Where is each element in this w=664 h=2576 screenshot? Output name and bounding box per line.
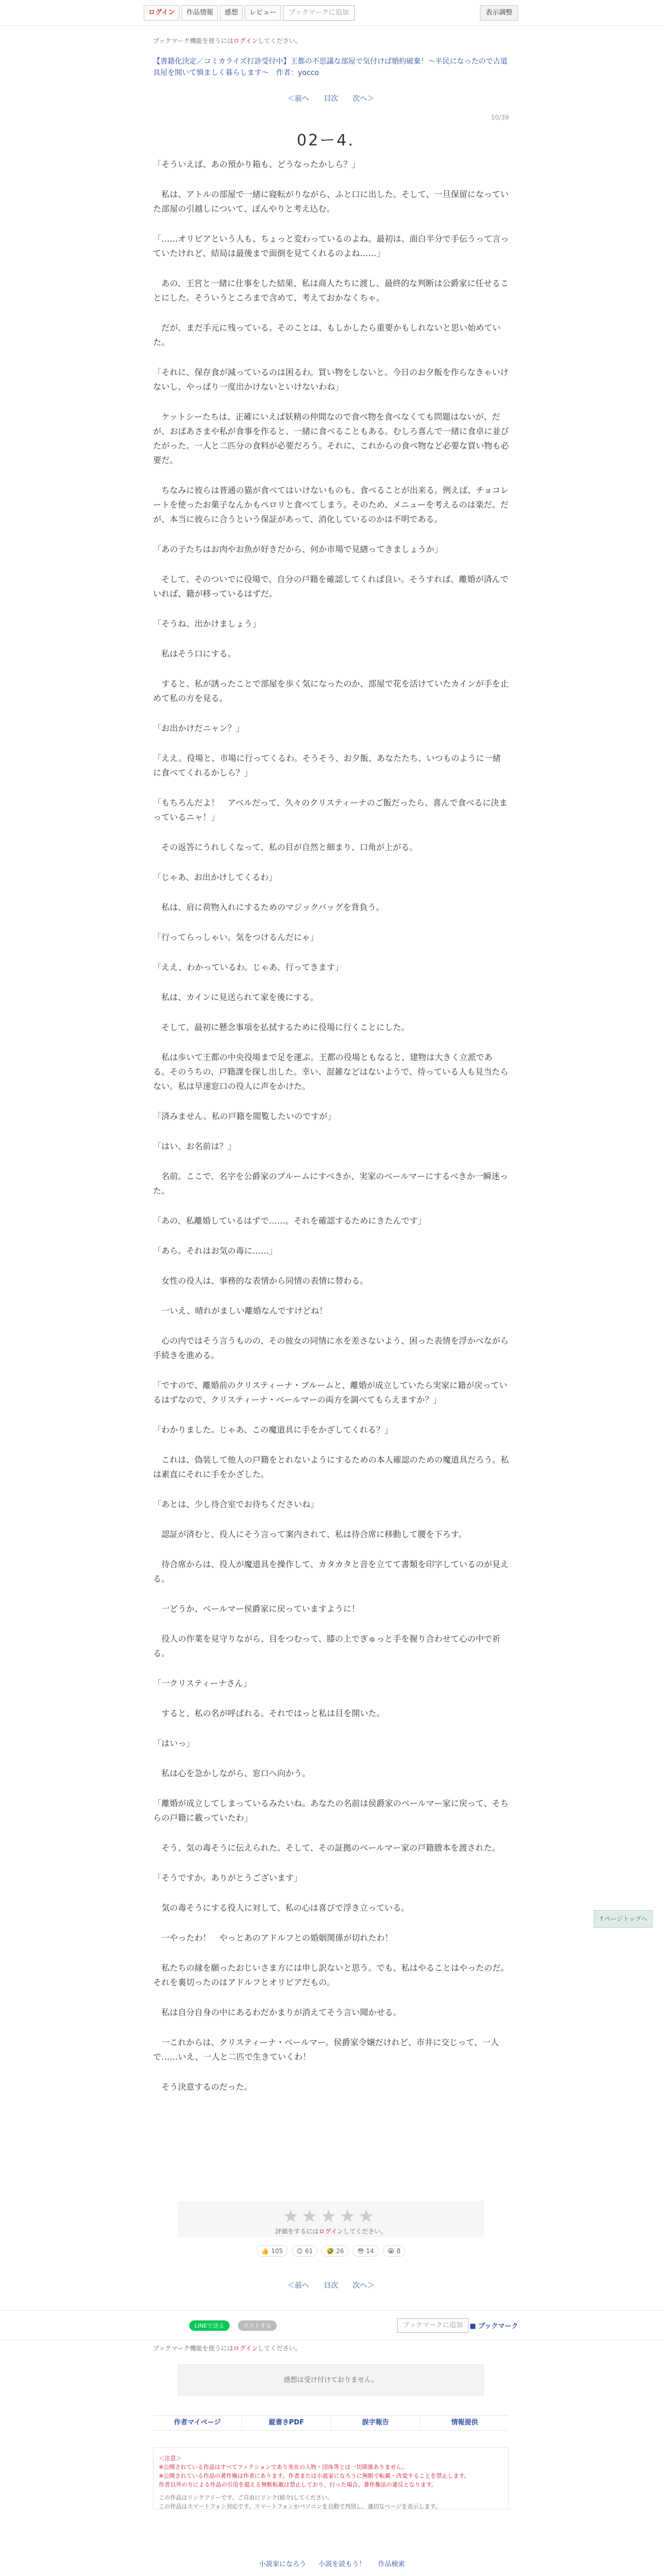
body-paragraph: そして、そのついでに役場で、自分の戸籍を確認してくれば良い。そうすれば、離婚が済んでいれば、籍が移っているはずだ。 xyxy=(153,574,509,599)
body-paragraph: 「ええ。役場と、市場に行ってくるわ。そうそう、お夕飯、あなたたち、いつものように一緒に食べてくれるかしら？」 xyxy=(153,753,501,778)
prev-link-bottom[interactable]: ＜前へ xyxy=(288,2282,309,2290)
reaction-count: 61 xyxy=(303,2247,313,2255)
notice-line: ※公開されている作品はすべてフィクションであり実在の人物・団体等とは一切関係ありません。 xyxy=(159,2464,408,2470)
reaction-icon: 😳 xyxy=(357,2247,364,2255)
body-paragraph: 「あの子たちはお肉やお魚が好きだから、何か市場で見繕ってきましょうか」 xyxy=(153,544,443,554)
body-paragraph: 私は心を急かしながら、窓口へ向かう。 xyxy=(153,1768,311,1778)
body-paragraph: 「お出かけだニャン？」 xyxy=(153,723,245,733)
display-settings-button[interactable]: 表示調整 xyxy=(480,5,518,21)
body-paragraph: その返答にうれしくなって、私の目が自然と細まり、口角が上がる。 xyxy=(153,842,418,852)
footer-nav-link[interactable]: 誤字報告 xyxy=(331,2416,420,2430)
body-paragraph: 「離婚が成立してしまっているみたいね。あなたの名前は侯爵家のベールマー家に戻って、そちらの戸籍に載っていたわ」 xyxy=(153,1798,509,1823)
works-info-tab[interactable]: 作品情報 xyxy=(182,5,218,21)
next-link[interactable]: 次へ＞ xyxy=(353,95,374,103)
body-paragraph: 私は、肩に荷物入れにするためのマジックバッグを背負う。 xyxy=(153,902,385,912)
body-paragraph: 「はい、お名前は？」 xyxy=(153,1141,236,1151)
post-share-button[interactable]: ポストする xyxy=(238,2320,277,2331)
footer-nav-link[interactable]: 情報提供 xyxy=(451,2419,478,2426)
reaction-count: 26 xyxy=(334,2247,344,2255)
footer-link-yomou[interactable]: 小説を読もう！ xyxy=(318,2560,366,2568)
footer-link-search[interactable]: 作品検索 xyxy=(378,2560,405,2568)
notice-box xyxy=(153,2447,509,2509)
reaction-count: 8 xyxy=(395,2247,401,2255)
body-paragraph: 「そうですか。ありがとうございます」 xyxy=(153,1873,303,1883)
body-paragraph: 「行ってらっしゃい。気をつけるんだにゃ」 xyxy=(153,932,319,942)
body-paragraph: 「それに、保存食が減っているのは困るわ。買い物をしないと。今日のお夕飯を作らなきゃいけないし、やっぱり一度出かけないといけないわね」 xyxy=(153,367,509,392)
body-paragraph: すると、私の名が呼ばれる。それではっと私は目を開いた。 xyxy=(153,1708,385,1718)
reaction-icon: 🤣 xyxy=(326,2247,334,2255)
body-paragraph: 私たちの縁を願ったおじいさま方には申し訳ないと思う。でも、私はやることはやったのだ。それを裏切ったのはアドルフとオリビアだもの。 xyxy=(153,1963,509,1987)
body-paragraph: 「わかりました。じゃあ、この魔道具に手をかざしてくれる？」 xyxy=(153,1425,393,1435)
notice-line: ※公開されている作品の著作権は作者にあります。作者または小説家になろうに無断で転載・改変することを禁止します。 xyxy=(159,2473,470,2479)
body-paragraph: 一どうか、ベールマー侯爵家に戻っていますように！ xyxy=(153,1604,360,1614)
reaction-icon: 😭 xyxy=(387,2247,395,2255)
body-paragraph: 私は自分自身の中にあるわだかまりが消えてそう言い聞かせる。 xyxy=(153,2007,402,2017)
body-paragraph: 私は歩いて王都の中央役場まで足を運ぶ。王都の役場ともなると、建物は大きく立派である。そのうちの、戸籍課を探し出した。幸い、混雑などはないようで、待っている人も見当たらない。私は早速窓口の役人に声をかけた。 xyxy=(153,1052,509,1091)
footer-links xyxy=(153,2415,509,2431)
body-paragraph: 女性の役人は、事務的な表情から同情の表情に替わる。 xyxy=(153,1276,369,1286)
reaction-icon: 😊 xyxy=(296,2247,303,2255)
page-number: 10/39 xyxy=(491,114,509,121)
reaction-icon: 👍 xyxy=(261,2247,269,2255)
body-paragraph: 「済みません。私の戸籍を閲覧したいのですが」 xyxy=(153,1111,336,1121)
body-paragraph: すると、私が誘ったことで部屋を歩く気になったのか、部屋で花を活けていたカインが手を止めて私の方を見る。 xyxy=(153,679,509,703)
next-link-bottom[interactable]: 次へ＞ xyxy=(353,2282,374,2290)
body-paragraph: 「はいっ」 xyxy=(153,1738,195,1748)
body-paragraph: 「ですので、離婚前のクリスティーナ・ブルームと、離婚が成立していたら実家に籍が戻っているはずなので、クリスティーナ・ベールマーの両方を調べてもらえますか？」 xyxy=(153,1380,508,1405)
body-paragraph: そう、気の毒そうに伝えられた。そして、その証拠のベールマー家の戸籍謄本を渡された。 xyxy=(153,1843,501,1853)
body-paragraph: 「そういえば、あの預かり箱も、どうなったかしら？」 xyxy=(153,159,360,169)
footer-nav-link[interactable]: 作者マイページ xyxy=(153,2416,242,2430)
body-paragraph: そして、最初に懸念事項を払拭するために役場に行くことにした。 xyxy=(153,1022,410,1032)
notice-pre: ブックマーク機能を使うには xyxy=(153,37,234,44)
rating-post: してください。 xyxy=(343,2228,387,2235)
body-paragraph: 気の毒そうにする役人に対して、私の心は喜びで浮き立っている。 xyxy=(153,1903,410,1913)
notice-post: してください。 xyxy=(258,37,301,44)
body-paragraph: 「あとは、少し待合室でお待ちくださいね」 xyxy=(153,1499,319,1509)
site-footer xyxy=(0,2558,664,2568)
login-link-2[interactable]: ログイン xyxy=(233,2345,258,2352)
body-paragraph: 「ええ、わかっているわ。じゃあ、行ってきます」 xyxy=(153,962,343,972)
notice-gray: この作品はスマートフォン対応です。スマートフォンかパソコンを自動で判別し、適切なページを表示します。 xyxy=(159,2503,441,2510)
body-paragraph: 認証が済むと、役人にそう言って案内されて、私は待合席に移動して腰を下ろす。 xyxy=(153,1529,467,1539)
notice-pre-2: ブックマーク機能を使うには xyxy=(153,2345,234,2352)
body-paragraph: 「もちろんだよ！ アベルだって、久々のクリスティーナのご飯だったら、喜んで食べるに決まっているニャ！」 xyxy=(153,798,508,822)
body-paragraph: 「そうね、出かけましょう」 xyxy=(153,619,261,629)
body-paragraph: 「じゃあ、お出かけしてくるわ」 xyxy=(153,872,277,882)
body-paragraph: 「あら。それはお気の毒に……」 xyxy=(153,1246,278,1256)
toc-link-bottom[interactable]: 目次 xyxy=(324,2282,338,2290)
body-paragraph: 一これからは、クリスティーナ・ベールマー。侯爵家令嬢だけれど、市井に交じって、一人で……いえ、一人と二匹で生きていくわ！ xyxy=(153,2037,499,2062)
series-title-link[interactable]: 【書籍化決定／コミカライズ打診受付中】王都の不思議な部屋で気付けば婚約破棄！～平民になったので古道具屋を開いて慎ましく暮らします～ xyxy=(153,57,508,77)
body-paragraph: あの、王宮と一緒に仕事をした結果、私は商人たちに渡し、最終的な判断は公爵家に任せることにした。そういうところまで含めて、考えておかなくちゃ。 xyxy=(153,278,509,303)
reviews-tab[interactable]: レビュー xyxy=(245,5,281,21)
body-paragraph: 一やったわ！ やっとあのアドルフとの婚姻関係が切れたわ！ xyxy=(153,1933,394,1943)
body-paragraph: 私はそう口にする。 xyxy=(153,649,236,659)
login-link[interactable]: ログイン xyxy=(233,37,258,44)
toc-link[interactable]: 目次 xyxy=(324,95,338,103)
comment-disabled-box: 感想は受け付けておりません。 xyxy=(178,2364,484,2395)
body-paragraph: ちなみに彼らは普通の猫が食べてはいけないものも、食べることが出来る。例えば、チョコレートを使ったお菓子なんかもペロリと食べてしまう。そのため、メニューを考えるのは楽だ。だが、本当に彼らに合うという保証があって、消化しているのかは不明である。 xyxy=(153,485,509,524)
body-paragraph: そう決意するのだった。 xyxy=(153,2082,253,2092)
author-label: 作者： xyxy=(276,69,298,77)
bookmark-label: ブックマーク xyxy=(478,2322,518,2330)
rating-pre: 評価をするには xyxy=(275,2228,319,2235)
body-paragraph: 「あの、私離婚しているはずで……。それを確認するためにきたんです」 xyxy=(153,1216,426,1226)
rating-stars[interactable]: ★★★★★ xyxy=(283,2206,378,2227)
body-paragraph: ケットシーたちは、正確にいえば妖精の仲間なので食べ物を食べなくても問題はないが、だが、おばあさまや私が食事を作ると、一緒に食べることもある。むしろ喜んで一緒に食卓に並びたがった。一人と二匹分の食料が必要だろう。それに、これからの食べ物など必要な買い物も必要だ。 xyxy=(153,412,509,465)
bookmark-link[interactable]: ■ ブックマーク xyxy=(470,2322,518,2330)
reaction-count: 14 xyxy=(364,2247,374,2255)
episode-title: 02ー4． xyxy=(296,131,366,150)
bookmark-add-button-bottom[interactable]: ブックマークに追加 xyxy=(397,2318,469,2333)
notice-title: ＜注意＞ xyxy=(159,2455,182,2462)
line-share-button[interactable]: LINEで送る xyxy=(189,2320,230,2331)
body-paragraph: だが、まだ手元に残っている。そのことは、もしかしたら重要かもしれないと思い始めていた。 xyxy=(153,323,501,347)
body-paragraph: 「一クリスティーナさん」 xyxy=(153,1678,252,1688)
body-paragraph: 私は、アトルの部屋で一緒に寝転がりながら、ふと口に出した。そして、一旦保留になっていた部屋の引越しについて、ぼんやりと考え込む。 xyxy=(153,189,509,214)
body-paragraph: 待合席からは、役人が魔道具を操作して、カタカタと音を立てて書類を印字しているのが見える。 xyxy=(153,1559,509,1584)
page-top-button[interactable]: ↑ページトップへ xyxy=(594,1910,653,1928)
body-paragraph: 名前。ここで、名字を公爵家のブルームにすべきか、実家のベールマーにするべきか一瞬迷った。 xyxy=(153,1171,508,1196)
footer-link-narou[interactable]: 小説家になろう xyxy=(259,2560,306,2568)
body-paragraph: 一いえ、晴れがましい離婚なんですけどね！ xyxy=(153,1306,327,1316)
notice-line: 作者以外の方による作品の引用を超える無断転載は禁止しており、行った場合、著作権法の違反となります。 xyxy=(159,2481,437,2488)
bookmark-add-button[interactable]: ブックマークに追加 xyxy=(283,5,354,21)
notice-gray: この作品はリンクフリーです。ご自由にリンク(紹介)してください。 xyxy=(159,2494,333,2501)
rating-login-link[interactable]: ログイン xyxy=(319,2228,343,2235)
reaction-count: 105 xyxy=(269,2247,283,2255)
body-paragraph: 私は、カインに見送られて家を後にする。 xyxy=(153,992,319,1002)
footer-nav-link[interactable]: 縦書きPDF xyxy=(242,2416,331,2430)
author-link[interactable]: yocco xyxy=(298,69,319,77)
body-paragraph: 役人の作業を見守りながら、目をつむって、膝の上でぎゅっと手を握り合わせて心の中で祈る。 xyxy=(153,1634,501,1658)
body-paragraph: 「……オリビアという人も、ちょっと変わっているのよね。最初は、面白半分で手伝うって言っていたけれど、結局は最後まで面倒を見てくれるのよね……」 xyxy=(153,234,509,258)
prev-link[interactable]: ＜前へ xyxy=(288,95,309,103)
body-paragraph: 心の内ではそう言うものの、その彼女の同情に水を差さないよう、困った表情を浮かべながら手続きを進める。 xyxy=(153,1336,509,1360)
comments-tab[interactable]: 感想 xyxy=(220,5,243,21)
body-paragraph: これは、偽装して他人の戸籍をとれないようにするための本人確認のための魔道具だろう。私は素直にそれに手をかざした。 xyxy=(153,1455,509,1479)
lower-section xyxy=(153,0,509,2576)
notice-post-2: してください。 xyxy=(258,2345,301,2352)
login-tab[interactable]: ログイン xyxy=(144,5,179,21)
